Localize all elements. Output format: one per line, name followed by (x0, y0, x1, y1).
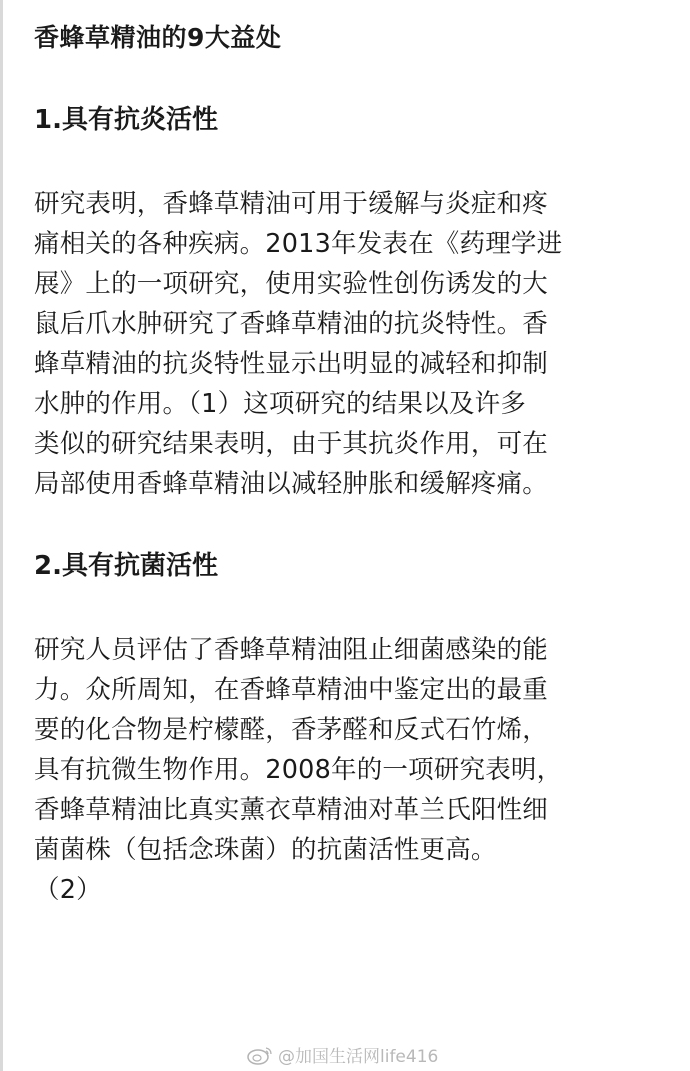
paragraph-line: 鼠后爪水肿研究了香蜂草精油的抗炎特性。香 (34, 309, 549, 339)
section-paragraph-anti-inflammatory (34, 184, 664, 504)
watermark-text: @加国生活网life416 (278, 1047, 439, 1067)
paragraph-line: 研究表明，香蜂草精油可用于缓解与炎症和疼 (34, 189, 549, 219)
section-paragraph-antibacterial (34, 630, 664, 910)
paragraph-line: 力。众所周知，在香蜂草精油中鉴定出的最重 (34, 675, 549, 705)
paragraph-line: （2） (34, 875, 102, 905)
paragraph-line: 痛相关的各种疾病。2013年发表在《药理学进 (34, 229, 563, 259)
paragraph-line: 水肿的作用。（1）这项研究的结果以及许多 (34, 389, 526, 419)
paragraph-line: 具有抗微生物作用。2008年的一项研究表明， (34, 755, 563, 785)
section-heading-anti-inflammatory: 1.具有抗炎活性 (34, 105, 218, 135)
article-title: 香蜂草精油的9大益处 (34, 23, 282, 52)
paragraph-line: 菌菌株（包括念珠菌）的抗菌活性更高。 (34, 835, 497, 865)
paragraph-line: 类似的研究结果表明，由于其抗炎作用，可在 (34, 429, 549, 459)
paragraph-line: 香蜂草精油比真实薰衣草精油对革兰氏阳性细 (34, 795, 549, 825)
paragraph-line: 研究人员评估了香蜂草精油阻止细菌感染的能 (34, 635, 549, 665)
paragraph-line: 蜂草精油的抗炎特性显示出明显的减轻和抑制 (34, 349, 549, 379)
section-heading-antibacterial: 2.具有抗菌活性 (34, 551, 218, 581)
paragraph-line: 要的化合物是柠檬醛，香茅醛和反式石竹烯， (34, 715, 549, 745)
article (34, 18, 664, 952)
weibo-icon (246, 1045, 274, 1065)
paragraph-line: 展》上的一项研究，使用实验性创伤诱发的大 (34, 269, 549, 299)
paragraph-line: 局部使用香蜂草精油以减轻肿胀和缓解疼痛。 (34, 469, 549, 499)
watermark (246, 1042, 438, 1067)
page-left-border (0, 0, 3, 1071)
